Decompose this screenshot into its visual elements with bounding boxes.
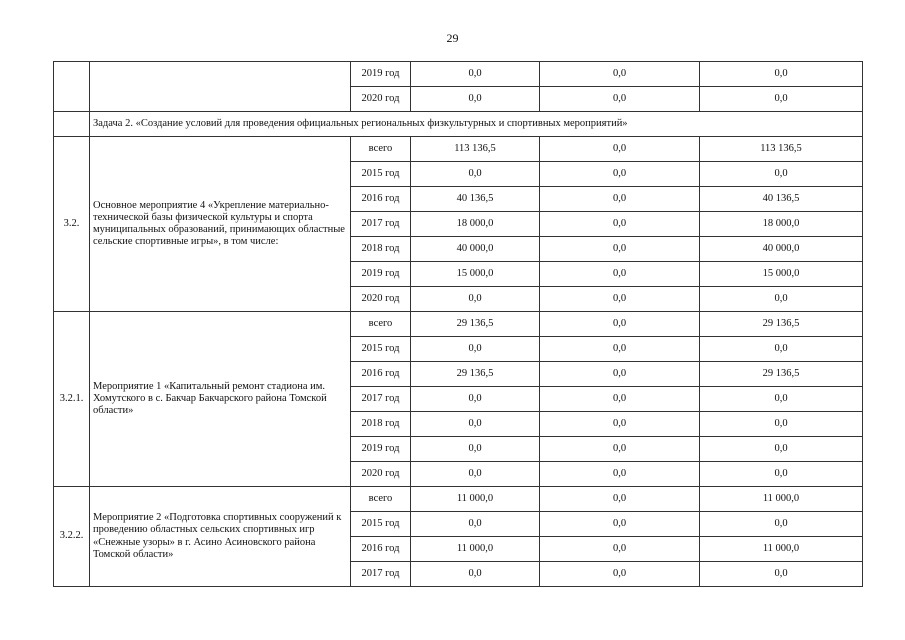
- total-value-cell: 40 136,5: [411, 187, 540, 212]
- regional-value-cell: 29 136,5: [700, 312, 863, 337]
- total-value-cell: 0,0: [411, 462, 540, 487]
- regional-value-cell: 0,0: [700, 287, 863, 312]
- period-cell: всего: [351, 487, 411, 512]
- task-row: [54, 112, 863, 137]
- period-cell: 2020 год: [351, 462, 411, 487]
- period-cell: 2019 год: [351, 437, 411, 462]
- federal-value-cell: 0,0: [540, 462, 700, 487]
- federal-value-cell: 0,0: [540, 162, 700, 187]
- task-title: Задача 2. «Создание условий для проведения официальных региональных физкультурных и спортивных мероприятий»: [90, 112, 863, 137]
- table-row: [54, 62, 863, 87]
- total-value-cell: 0,0: [411, 437, 540, 462]
- federal-value-cell: 0,0: [540, 262, 700, 287]
- federal-value-cell: 0,0: [540, 387, 700, 412]
- total-value-cell: 0,0: [411, 412, 540, 437]
- total-value-cell: 0,0: [411, 87, 540, 112]
- regional-value-cell: 0,0: [700, 562, 863, 587]
- total-value-cell: 40 000,0: [411, 237, 540, 262]
- period-cell: 2016 год: [351, 537, 411, 562]
- total-value-cell: 0,0: [411, 562, 540, 587]
- federal-value-cell: 0,0: [540, 562, 700, 587]
- row-number: 3.2.2.: [54, 487, 90, 587]
- federal-value-cell: 0,0: [540, 312, 700, 337]
- federal-value-cell: 0,0: [540, 62, 700, 87]
- period-cell: 2018 год: [351, 237, 411, 262]
- page-number: 29: [446, 31, 459, 45]
- regional-value-cell: 0,0: [700, 437, 863, 462]
- regional-value-cell: 18 000,0: [700, 212, 863, 237]
- total-value-cell: 18 000,0: [411, 212, 540, 237]
- row-name-cell: [90, 62, 351, 112]
- regional-value-cell: 40 136,5: [700, 187, 863, 212]
- period-cell: 2016 год: [351, 362, 411, 387]
- regional-value-cell: 113 136,5: [700, 137, 863, 162]
- regional-value-cell: 0,0: [700, 62, 863, 87]
- period-cell: 2016 год: [351, 187, 411, 212]
- total-value-cell: 0,0: [411, 512, 540, 537]
- row-number-cell: [54, 62, 90, 112]
- table-row: [54, 487, 863, 512]
- regional-value-cell: 0,0: [700, 162, 863, 187]
- total-value-cell: 0,0: [411, 162, 540, 187]
- period-cell: 2018 год: [351, 412, 411, 437]
- period-cell: 2017 год: [351, 212, 411, 237]
- total-value-cell: 0,0: [411, 387, 540, 412]
- activity-name: Мероприятие 1 «Капитальный ремонт стадиона им. Хомутского в с. Бакчар Бакчарского района Томской области»: [90, 312, 351, 487]
- federal-value-cell: 0,0: [540, 187, 700, 212]
- regional-value-cell: 0,0: [700, 337, 863, 362]
- federal-value-cell: 0,0: [540, 362, 700, 387]
- total-value-cell: 11 000,0: [411, 537, 540, 562]
- regional-value-cell: 0,0: [700, 87, 863, 112]
- period-cell: 2019 год: [351, 262, 411, 287]
- period-cell: всего: [351, 137, 411, 162]
- activity-name: Мероприятие 2 «Подготовка спортивных сооружений к проведению областных сельских спортивных игр «Снежные узоры» в г. Асино Асиновского района Томской области»: [90, 487, 351, 587]
- row-number: 3.2.: [54, 137, 90, 312]
- federal-value-cell: 0,0: [540, 237, 700, 262]
- federal-value-cell: 0,0: [540, 287, 700, 312]
- total-value-cell: 29 136,5: [411, 362, 540, 387]
- regional-value-cell: 11 000,0: [700, 487, 863, 512]
- federal-value-cell: 0,0: [540, 87, 700, 112]
- regional-value-cell: 0,0: [700, 387, 863, 412]
- row-number: 3.2.1.: [54, 312, 90, 487]
- row-number-cell: [54, 112, 90, 137]
- total-value-cell: 0,0: [411, 287, 540, 312]
- period-cell: 2015 год: [351, 162, 411, 187]
- total-value-cell: 15 000,0: [411, 262, 540, 287]
- total-value-cell: 0,0: [411, 62, 540, 87]
- regional-value-cell: 0,0: [700, 462, 863, 487]
- federal-value-cell: 0,0: [540, 437, 700, 462]
- regional-value-cell: 40 000,0: [700, 237, 863, 262]
- period-cell: 2017 год: [351, 387, 411, 412]
- period-cell: 2019 год: [351, 62, 411, 87]
- total-value-cell: 0,0: [411, 337, 540, 362]
- total-value-cell: 29 136,5: [411, 312, 540, 337]
- regional-value-cell: 0,0: [700, 512, 863, 537]
- regional-value-cell: 29 136,5: [700, 362, 863, 387]
- federal-value-cell: 0,0: [540, 412, 700, 437]
- table-row: [54, 312, 863, 337]
- federal-value-cell: 0,0: [540, 512, 700, 537]
- regional-value-cell: 11 000,0: [700, 537, 863, 562]
- federal-value-cell: 0,0: [540, 337, 700, 362]
- period-cell: 2020 год: [351, 87, 411, 112]
- total-value-cell: 113 136,5: [411, 137, 540, 162]
- federal-value-cell: 0,0: [540, 537, 700, 562]
- activity-name: Основное мероприятие 4 «Укрепление материально-технической базы физической культуры и спорта муниципальных образований, принимающих областные сельские спортивные игры», в том числе:: [90, 137, 351, 312]
- budget-table: [53, 61, 863, 587]
- federal-value-cell: 0,0: [540, 137, 700, 162]
- regional-value-cell: 15 000,0: [700, 262, 863, 287]
- period-cell: 2020 год: [351, 287, 411, 312]
- period-cell: 2015 год: [351, 337, 411, 362]
- period-cell: всего: [351, 312, 411, 337]
- table-row: [54, 137, 863, 162]
- federal-value-cell: 0,0: [540, 212, 700, 237]
- regional-value-cell: 0,0: [700, 412, 863, 437]
- period-cell: 2015 год: [351, 512, 411, 537]
- period-cell: 2017 год: [351, 562, 411, 587]
- total-value-cell: 11 000,0: [411, 487, 540, 512]
- federal-value-cell: 0,0: [540, 487, 700, 512]
